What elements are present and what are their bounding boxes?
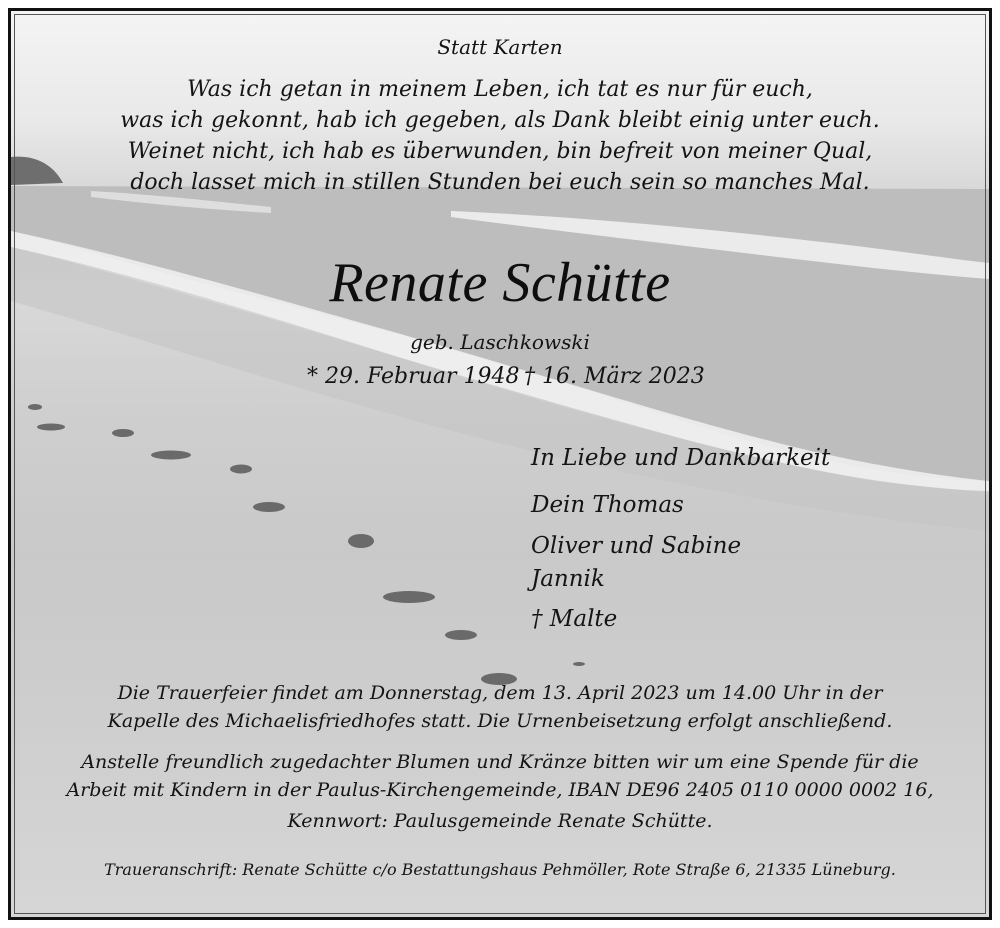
donation-line: Anstelle freundlich zugedachter Blumen und Kränze bitten wir um eine Spende für die xyxy=(81,751,919,773)
footprints xyxy=(28,404,585,685)
service-line: Die Trauerfeier findet am Donnerstag, dem 13. April 2023 um 14.00 Uhr in der xyxy=(117,682,883,704)
mourners-intro: In Liebe und Dankbarkeit xyxy=(531,445,831,471)
poem-line: doch lasset mich in stillen Stunden bei euch sein so manches Mal. xyxy=(130,170,870,195)
poem-line: Weinet nicht, ich hab es überwunden, bin befreit von meiner Qual, xyxy=(127,139,873,164)
mourner: Oliver und Sabine xyxy=(531,533,742,559)
footprint xyxy=(445,630,477,640)
service-line: Kapelle des Michaelisfriedhofes statt. Die Urnenbeisetzung erfolgt anschließend. xyxy=(107,710,893,732)
mourner: Jannik xyxy=(531,566,605,592)
mourning-address: Traueranschrift: Renate Schütte c/o Bestattungshaus Pehmöller, Rote Straße 6, 21335 Lüneburg. xyxy=(104,860,896,879)
footprint xyxy=(573,662,585,666)
poem-line: was ich gekonnt, hab ich gegeben, als Dank bleibt einig unter euch. xyxy=(120,108,880,133)
footprint xyxy=(151,451,191,460)
footprint xyxy=(28,404,42,410)
mourner: Dein Thomas xyxy=(531,492,684,518)
poem-line: Was ich getan in meinem Leben, ich tat es nur für euch, xyxy=(187,77,813,102)
footprint xyxy=(112,429,134,437)
deceased-name: Renate Schütte xyxy=(329,252,671,314)
footprint xyxy=(253,502,285,512)
footprint xyxy=(383,591,435,603)
donation-line: Kennwort: Paulusgemeinde Renate Schütte. xyxy=(287,810,713,832)
birth-name: geb. Laschkowski xyxy=(410,330,590,354)
notice-frame xyxy=(8,8,992,920)
header-text: Statt Karten xyxy=(437,35,563,59)
death-date: † 16. März 2023 xyxy=(524,364,705,389)
birth-date: * 29. Februar 1948 xyxy=(307,364,520,389)
footprint xyxy=(348,534,374,548)
mourner: † Malte xyxy=(531,606,618,632)
footprint xyxy=(230,465,252,474)
footprint xyxy=(37,424,65,431)
donation-line: Arbeit mit Kindern in der Paulus-Kirchengemeinde, IBAN DE96 2405 0110 0000 0002 16, xyxy=(66,779,934,801)
